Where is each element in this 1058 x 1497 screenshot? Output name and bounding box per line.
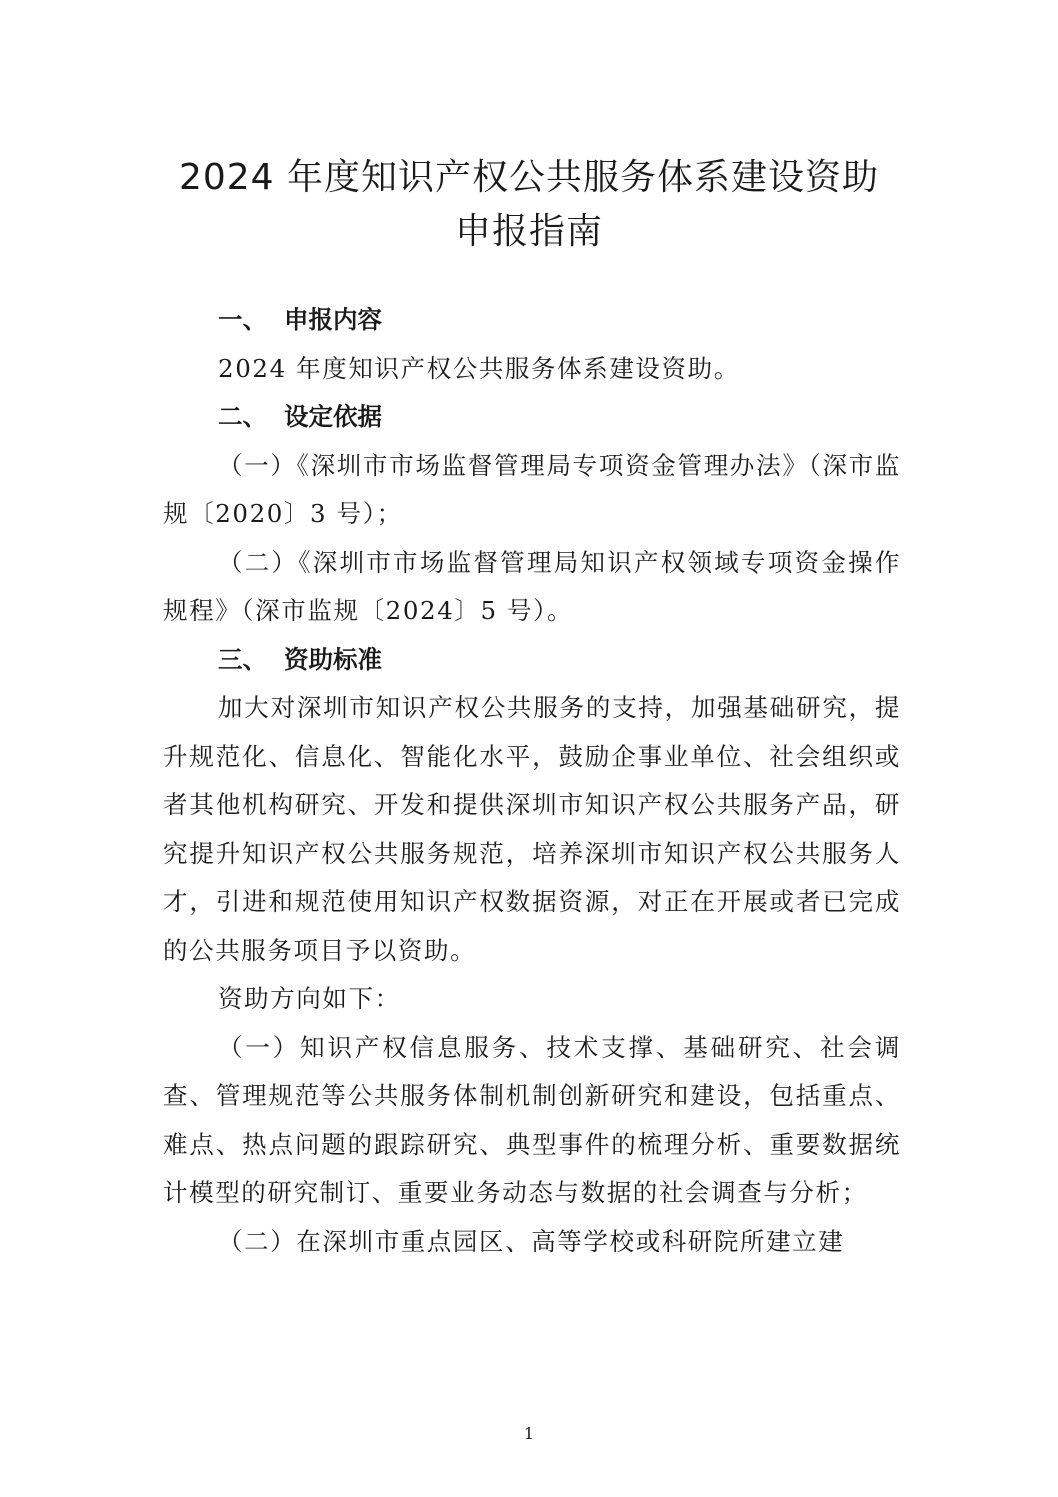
section-title-1: 申报内容: [284, 305, 382, 334]
section-3-paragraph-3: （一）知识产权信息服务、技术支撑、基础研究、社会调查、管理规范等公共服务体制机制创新研究和建设，包括重点、难点、热点问题的跟踪研究、典型事件的梳理分析、重要数据统计模型的研究制订、重要业务动态与数据的社会调查与分析；: [163, 1032, 901, 1207]
section-1-paragraph-1: 2024 年度知识产权公共服务体系建设资助。: [218, 353, 740, 383]
page-number: 1: [523, 1424, 535, 1443]
document-body: [163, 296, 901, 1266]
section-number-3: 三、: [218, 644, 267, 674]
document-title-line-2: 申报指南: [454, 211, 603, 252]
section-title-3: 资助标准: [284, 644, 382, 674]
section-3-paragraph-2: 资助方向如下：: [218, 984, 401, 1013]
section-heading-1: [163, 296, 901, 345]
section-3-paragraph-1: 加大对深圳市知识产权公共服务的支持，加强基础研究，提升规范化、信息化、智能化水平，鼓励企事业单位、社会组织或者其他机构研究、开发和提供深圳市知识产权公共服务产品，研究提升知识产权公共服务规范，培养深圳市知识产权公共服务人才，引进和规范使用知识产权数据资源，对正在开展或者已完成的公共服务项目予以资助。: [163, 693, 901, 965]
section-heading-2: [163, 393, 901, 442]
document-title-line-1: 2024 年度知识产权公共服务体系建设资助: [178, 157, 880, 198]
section-2-paragraph-1: （一）《深圳市市场监督管理局专项资金管理办法》（深市监规〔2020〕3 号）；: [163, 450, 901, 528]
section-2-paragraph-2: （二）《深圳市市场监督管理局知识产权领域专项资金操作规程》（深市监规〔2024〕5 号）。: [163, 547, 901, 625]
section-title-2: 设定依据: [284, 402, 382, 431]
section-number-1: 一、: [218, 305, 267, 334]
section-number-2: 二、: [218, 402, 267, 431]
section-heading-3: [163, 636, 901, 685]
section-3-paragraph-4: （二）在深圳市重点园区、高等学校或科研院所建立建: [218, 1226, 845, 1256]
